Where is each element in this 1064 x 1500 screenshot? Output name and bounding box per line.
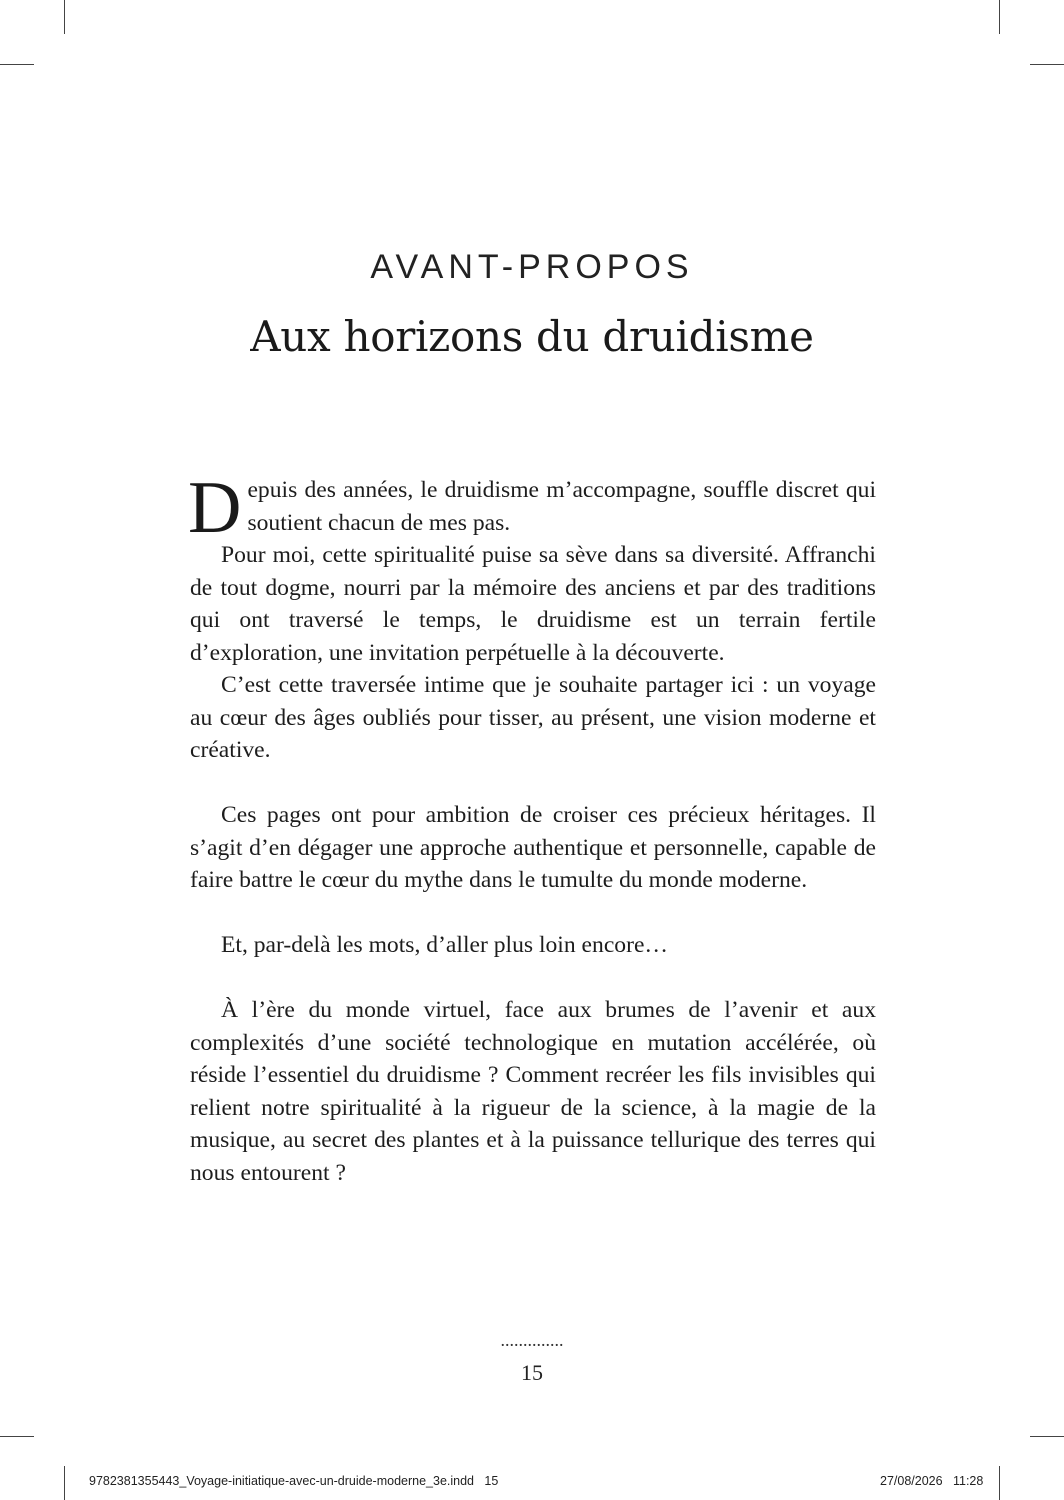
paragraph-1 <box>188 467 876 549</box>
crop-mark-right-top <box>1030 64 1064 65</box>
body-text <box>188 467 876 1189</box>
paragraph-3: C’est cette traversée intime que je souhaite partager ici : un voyage au cœur des âges oubliés pour tisser, au présent, une vision moderne et créative. <box>190 672 876 763</box>
paragraph-6: À l’ère du monde virtuel, face aux brumes de l’avenir et aux complexités d’une société technologique en mutation accélérée, où réside l’essentiel du druidisme ? Comment recréer les fils invisibles qui relient notre spiritualité à la rigueur de la science, à la magie de la musique, au secret des plantes et à la puissance tellurique des terres qui nous entourent ? <box>190 997 876 1186</box>
crop-mark-right-bottom <box>1030 1436 1064 1437</box>
slug-datetime: 27/08/2026 11:28 <box>880 1474 984 1488</box>
dropcap: D <box>188 467 242 549</box>
slug-filename: 9782381355443_Voyage-initiatique-avec-un-druide-moderne_3e.indd 15 <box>89 1474 499 1488</box>
page-ornament-dots: .............. <box>500 1330 564 1350</box>
crop-mark-top-left <box>64 0 65 34</box>
crop-mark-bottom-left <box>64 1466 65 1500</box>
chapter-title: Aux horizons du druidisme <box>250 312 814 361</box>
crop-mark-top-right <box>999 0 1000 34</box>
paragraph-5: Et, par-delà les mots, d’aller plus loin encore… <box>221 932 669 958</box>
crop-mark-left-top <box>0 64 34 65</box>
chapter-kicker: AVANT-PROPOS <box>370 248 694 286</box>
paragraph-1-text: epuis des années, le druidisme m’accompagne, souffle discret qui soutient chacun de mes pas. <box>247 477 876 536</box>
crop-mark-left-bottom <box>0 1436 34 1437</box>
page-number: 15 <box>521 1360 543 1385</box>
paragraph-2: Pour moi, cette spiritualité puise sa sève dans sa diversité. Affranchi de tout dogme, nourri par la mémoire des anciens et par des traditions qui ont traversé le temps, le druidisme est un terrain fertile d’exploration, une invitation perpétuelle à la découverte. <box>190 542 876 666</box>
crop-mark-bottom-right <box>999 1466 1000 1500</box>
paragraph-4: Ces pages ont pour ambition de croiser ces précieux héritages. Il s’agit d’en dégager une approche authentique et personnelle, capable de faire battre le cœur du mythe dans le tumulte du monde moderne. <box>190 802 876 893</box>
